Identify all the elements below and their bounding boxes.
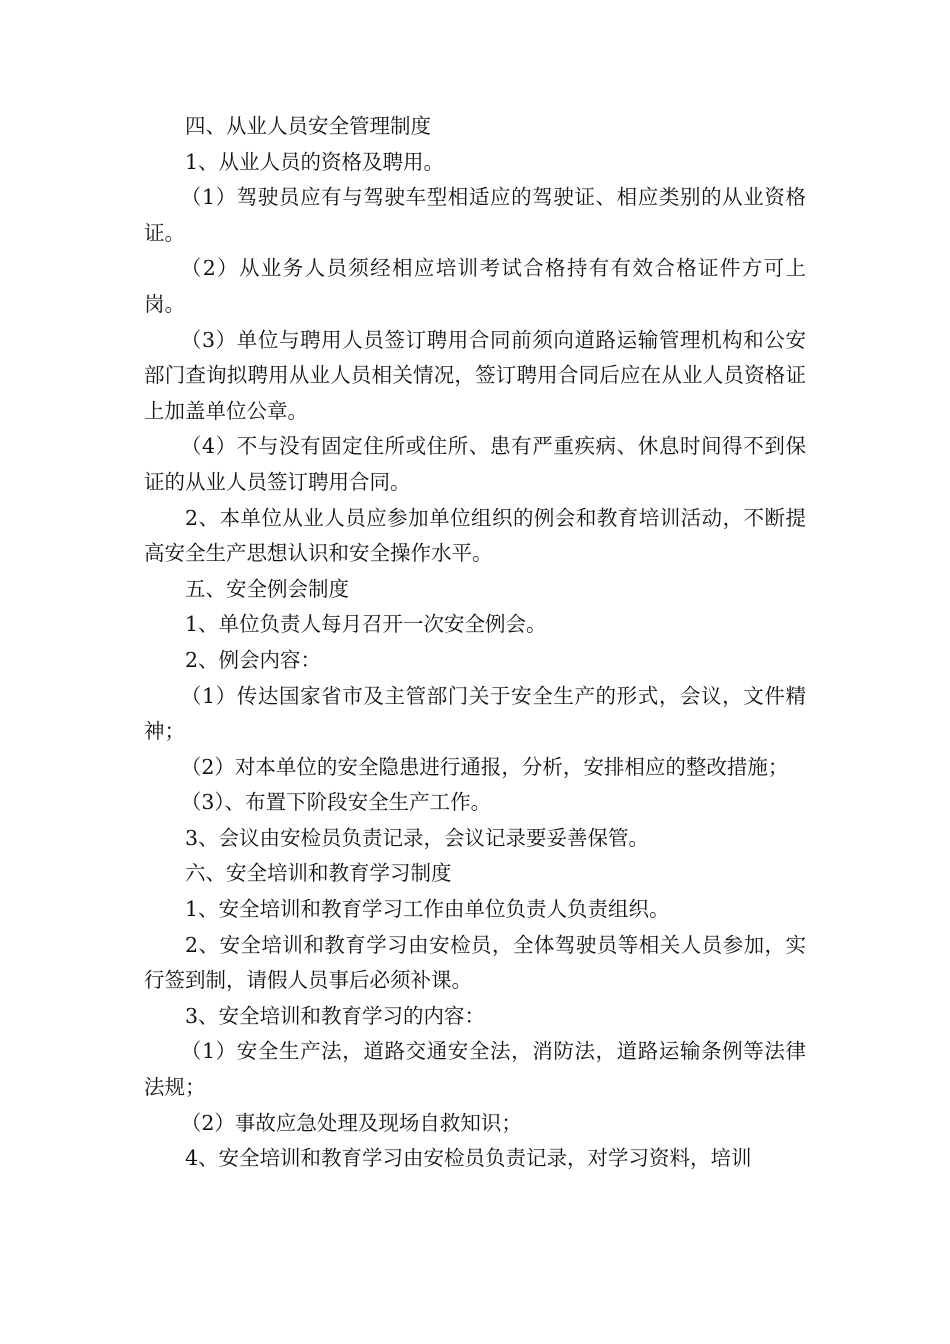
- section-heading-four: 四、从业人员安全管理制度: [185, 114, 431, 138]
- paragraph: （4）不与没有固定住所或住所、患有严重疾病、休息时间得不到保证的从业人员签订聘用合同。: [144, 434, 806, 494]
- document-page: [144, 109, 806, 1177]
- paragraph: 1、安全培训和教育学习工作由单位负责人负责组织。: [185, 897, 670, 922]
- paragraph: 1、单位负责人每月召开一次安全例会。: [185, 612, 547, 637]
- paragraph: 2、本单位从业人员应参加单位组织的例会和教育培训活动，不断提高安全生产思想认识和安全操作水平。: [144, 505, 806, 566]
- paragraph: 2、安全培训和教育学习由安检员，全体驾驶员等相关人员参加，实行签到制，请假人员事后必须补课。: [144, 932, 806, 993]
- paragraph: （3）、布置下阶段安全生产工作。: [180, 790, 492, 815]
- paragraph: （3）单位与聘用人员签订聘用合同前须向道路运输管理机构和公安部门查询拟聘用从业人员相关情况，签订聘用合同后应在从业人员资格证上加盖单位公章。: [144, 327, 806, 423]
- paragraph: （1）安全生产法，道路交通安全法，消防法，道路运输条例等法律法规；: [144, 1039, 806, 1100]
- paragraph: 3、会议由安检员负责记录，会议记录要妥善保管。: [185, 825, 650, 850]
- paragraph: （2）对本单位的安全隐患进行通报，分析，安排相应的整改措施；: [180, 754, 789, 779]
- paragraph: （1）驾驶员应有与驾驶车型相适应的驾驶证、相应类别的从业资格证。: [144, 185, 806, 245]
- paragraph: （2）事故应急处理及现场自救知识；: [180, 1110, 522, 1135]
- paragraph: （2）从业务人员须经相应培训考试合格持有有效合格证件方可上岗。: [144, 256, 806, 316]
- paragraph: 4、安全培训和教育学习由安检员负责记录，对学习资料，培训: [185, 1146, 752, 1171]
- paragraph: 1、从业人员的资格及聘用。: [185, 149, 445, 174]
- section-heading-six: 六、安全培训和教育学习制度: [185, 861, 452, 886]
- paragraph: （1）传达国家省市及主管部门关于安全生产的形式，会议，文件精神；: [144, 683, 806, 744]
- paragraph: 2、例会内容：: [185, 647, 322, 672]
- paragraph: 3、安全培训和教育学习的内容：: [185, 1003, 486, 1028]
- section-heading-five: 五、安全例会制度: [185, 576, 349, 601]
